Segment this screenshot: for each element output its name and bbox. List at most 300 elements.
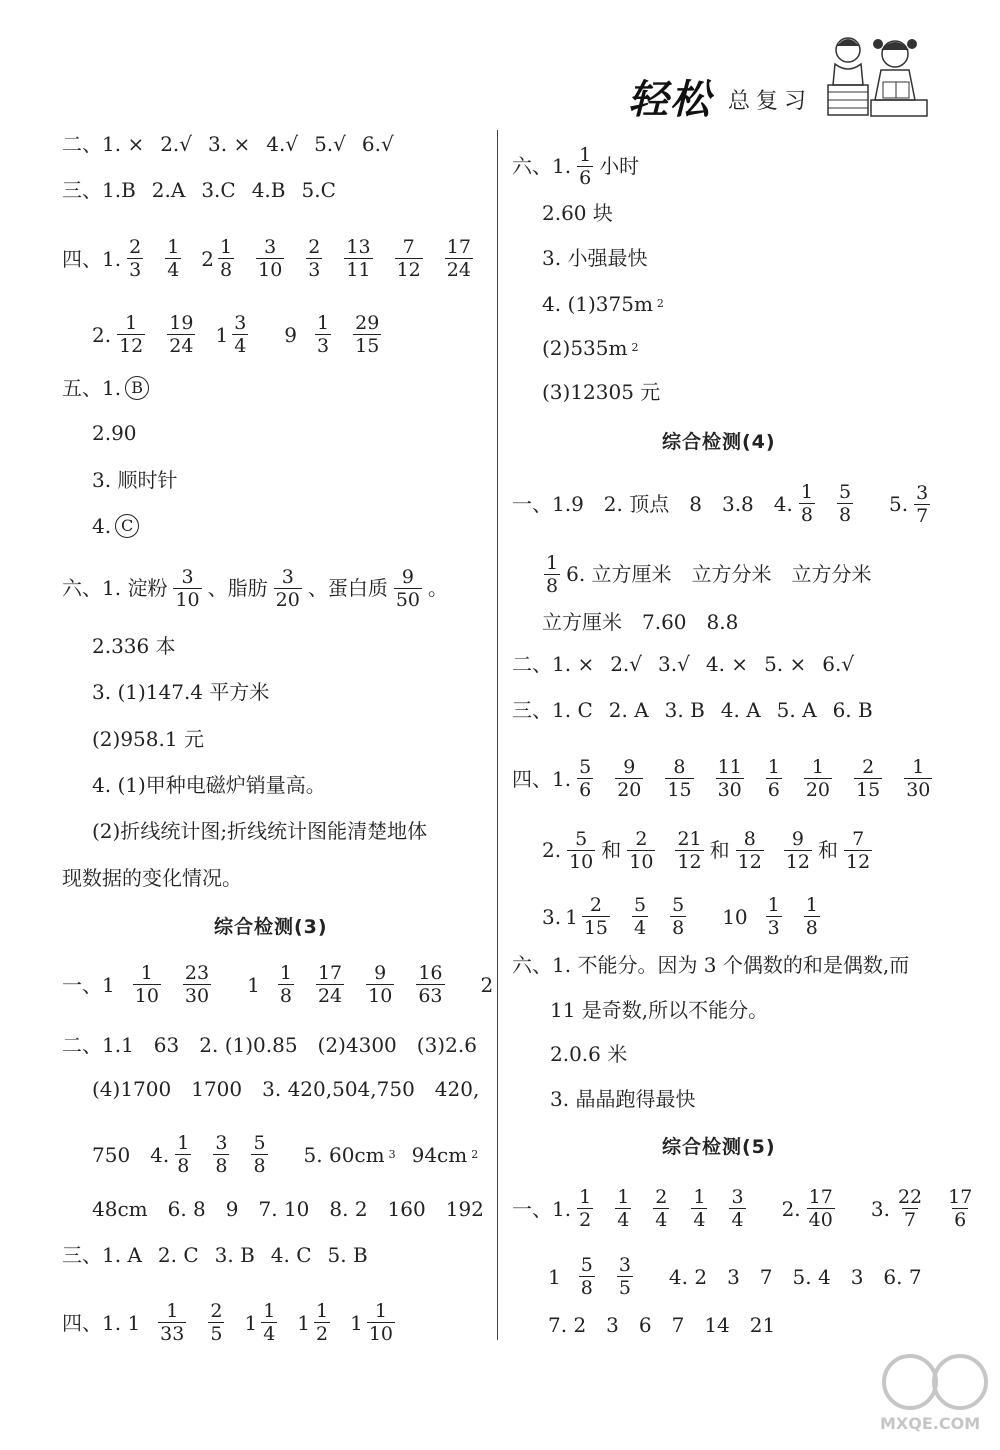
fraction-stack xyxy=(577,756,593,801)
fraction-list xyxy=(805,1186,855,1231)
numerator: 1 xyxy=(125,312,138,334)
fraction-list xyxy=(173,1132,287,1177)
fraction-stack xyxy=(567,828,595,873)
numerator: 17 xyxy=(948,1186,973,1208)
numerator: 1 xyxy=(800,481,813,503)
fraction xyxy=(615,1254,635,1299)
denominator: 3 xyxy=(317,335,330,357)
fraction xyxy=(173,1132,193,1177)
fraction-stack xyxy=(766,756,782,801)
inline-fraction xyxy=(782,826,814,873)
answer-text: 、蛋白质 xyxy=(307,575,388,600)
numerator: 1 xyxy=(263,1300,276,1322)
answer-text: 6. B xyxy=(832,698,873,722)
denominator: 40 xyxy=(808,1209,833,1231)
fraction-stack xyxy=(251,1132,267,1177)
fraction-stack xyxy=(736,828,764,873)
answer-text: 750 4. xyxy=(92,1142,170,1167)
fraction xyxy=(393,236,425,281)
inline-fraction xyxy=(272,564,304,611)
answer-text: 4. C xyxy=(270,1243,312,1267)
fraction xyxy=(797,481,817,526)
fraction-stack xyxy=(173,566,201,611)
left-line-16 xyxy=(62,962,509,1007)
fraction xyxy=(764,894,784,939)
fraction xyxy=(625,828,657,873)
fraction xyxy=(734,828,766,873)
denominator: 12 xyxy=(119,335,144,357)
answer-text: 二、1. × xyxy=(512,652,595,676)
fraction-list xyxy=(131,962,231,1007)
answer-text: 小时 xyxy=(599,153,640,178)
fraction-stack xyxy=(729,1186,745,1231)
denominator: 11 xyxy=(346,259,371,281)
answer-text: 3. xyxy=(542,904,562,929)
answer-text: 二、1. × xyxy=(62,132,145,156)
answer-text: 6.√ xyxy=(361,132,394,156)
fraction xyxy=(276,962,296,1007)
numerator: 1 xyxy=(811,756,824,778)
denominator: 30 xyxy=(906,779,931,801)
fraction-stack xyxy=(946,1186,974,1231)
numerator: 1 xyxy=(166,1300,179,1322)
whole-part: 2 xyxy=(201,246,215,271)
fraction xyxy=(651,1186,671,1231)
answer-text: 三、1.B xyxy=(62,178,136,202)
numerator: 9 xyxy=(401,566,414,588)
fraction xyxy=(805,1186,837,1231)
fraction xyxy=(902,756,934,801)
numerator: 2 xyxy=(129,236,142,258)
fraction xyxy=(673,828,705,873)
numerator: 1 xyxy=(177,1132,190,1154)
whole-part: 1 xyxy=(350,1310,363,1335)
denominator: 10 xyxy=(368,985,393,1007)
fraction xyxy=(131,962,163,1007)
answer-text: 5.√ xyxy=(314,132,346,156)
right-line-19 xyxy=(512,1186,1000,1231)
numerator: 21 xyxy=(677,828,702,850)
fraction xyxy=(689,1186,709,1231)
fraction-stack xyxy=(804,756,832,801)
whole-part: 1 xyxy=(297,1310,311,1335)
denominator: 8 xyxy=(672,917,685,939)
fraction-stack xyxy=(766,894,782,939)
fraction xyxy=(163,236,183,281)
fraction-stack xyxy=(175,1132,191,1177)
answer-text: 和 xyxy=(709,837,730,862)
fraction xyxy=(115,312,147,357)
fraction-stack xyxy=(316,962,344,1007)
fraction xyxy=(575,756,595,801)
denominator: 4 xyxy=(655,1209,668,1231)
fraction-stack xyxy=(394,566,422,611)
denominator: 20 xyxy=(805,779,831,801)
fraction-stack xyxy=(914,482,930,527)
right-line-4 xyxy=(542,292,664,316)
numerator: 23 xyxy=(184,962,210,984)
reading-kids-illustration xyxy=(823,30,928,118)
inline-fraction xyxy=(565,826,597,873)
fraction xyxy=(314,962,346,1007)
answer-text: 2.√ xyxy=(610,652,643,676)
denominator: 8 xyxy=(805,917,818,939)
numerator: 3 xyxy=(731,1186,744,1208)
denominator: 10 xyxy=(258,259,283,281)
numerator: 1 xyxy=(693,1186,706,1208)
denominator: 4 xyxy=(617,1209,630,1231)
numerator: 29 xyxy=(355,312,380,334)
fraction-stack xyxy=(577,144,593,189)
answer-text: 4. A xyxy=(720,698,761,722)
denominator: 3 xyxy=(767,917,780,939)
whole-part: 1 xyxy=(215,322,229,347)
numerator: 17 xyxy=(446,236,471,258)
left-line-14: (2)折线统计图;折线统计图能清楚地体 xyxy=(92,819,428,843)
left-line-10: 2.336 本 xyxy=(92,634,176,658)
numerator: 5 xyxy=(634,894,647,916)
fraction xyxy=(254,236,286,281)
numerator: 8 xyxy=(743,828,756,850)
left-line-7: 3. 顺时针 xyxy=(92,468,178,492)
fraction-stack xyxy=(395,236,423,281)
numerator: 1 xyxy=(220,236,233,258)
fraction-stack xyxy=(627,828,655,873)
answer-text: 5. 60cm xyxy=(303,1142,385,1167)
fraction xyxy=(802,756,834,801)
fraction-stack xyxy=(218,236,234,281)
numerator: 1 xyxy=(546,552,559,574)
numerator: 3 xyxy=(281,566,294,588)
fraction xyxy=(852,756,884,801)
answer-text: (2)535m xyxy=(542,336,628,360)
numerator: 2 xyxy=(308,236,321,258)
fraction xyxy=(764,756,784,801)
fraction-stack xyxy=(896,1186,924,1231)
fraction-stack xyxy=(665,756,693,801)
brand-subtitle: 总复习 xyxy=(728,89,813,114)
fraction-list xyxy=(276,962,465,1007)
fraction xyxy=(577,1254,597,1299)
right-line-8 xyxy=(542,550,888,597)
fraction xyxy=(842,828,874,873)
numerator: 13 xyxy=(346,236,371,258)
denominator: 8 xyxy=(580,1277,593,1299)
answer-text: 2. xyxy=(542,837,562,862)
right-line-2: 2.60 块 xyxy=(542,201,613,225)
numerator: 2 xyxy=(589,894,602,916)
inline-fraction xyxy=(625,826,657,873)
denominator: 8 xyxy=(279,985,292,1007)
denominator: 6 xyxy=(579,167,592,189)
numerator: 3 xyxy=(234,312,247,334)
fraction xyxy=(171,566,203,611)
answer-text: 3.√ xyxy=(658,652,690,676)
numerator: 3 xyxy=(916,482,929,504)
fraction xyxy=(835,481,855,526)
left-line-2 xyxy=(62,178,352,202)
section-title-4: 综合检测(4) xyxy=(662,431,776,453)
fraction xyxy=(364,962,396,1007)
fraction xyxy=(125,236,145,281)
fraction-stack xyxy=(691,1186,707,1231)
numerator: 5 xyxy=(672,894,685,916)
brand-title: 轻松 xyxy=(628,77,712,123)
denominator: 4 xyxy=(693,1209,706,1231)
denominator: 8 xyxy=(800,504,813,526)
numerator: 11 xyxy=(717,756,742,778)
answer-text: 2.A xyxy=(151,178,186,202)
denominator: 10 xyxy=(629,851,654,873)
denominator: 6 xyxy=(579,779,592,801)
right-line-5 xyxy=(542,336,638,360)
answer-text: 一、1. xyxy=(512,1196,572,1221)
right-line-14 xyxy=(542,894,856,939)
fraction xyxy=(443,236,475,281)
fraction xyxy=(575,1186,595,1231)
answer-text: 3. × xyxy=(208,132,251,156)
inline-fraction xyxy=(734,826,766,873)
fraction-stack xyxy=(544,552,560,597)
answer-text: 3. xyxy=(870,1196,890,1221)
denominator: 7 xyxy=(916,505,929,527)
answer-text: 1 xyxy=(247,972,260,997)
fraction-stack xyxy=(117,312,145,357)
fraction-stack xyxy=(904,756,932,801)
answer-text: 六、1. 淀粉 xyxy=(62,575,168,600)
numerator: 5 xyxy=(575,828,588,850)
left-line-1 xyxy=(62,132,410,156)
section-title-3: 综合检测(3) xyxy=(214,916,328,938)
mixed-number xyxy=(244,1300,279,1345)
right-line-16: 11 是奇数,所以不能分。 xyxy=(550,998,769,1022)
denominator: 12 xyxy=(737,851,762,873)
left-line-21 xyxy=(62,1243,384,1267)
fraction-stack xyxy=(579,1254,595,1299)
answer-text: 六、1. xyxy=(512,153,572,178)
fraction-stack xyxy=(158,1300,186,1345)
left-line-15: 现数据的变化情况。 xyxy=(62,866,242,890)
answer-text: 三、1. A xyxy=(62,1243,142,1267)
mixed-number xyxy=(350,1300,397,1345)
fraction-stack xyxy=(416,962,444,1007)
fraction-stack xyxy=(653,1186,669,1231)
left-line-12: (2)958.1 元 xyxy=(92,727,204,751)
numerator: 9 xyxy=(623,756,636,778)
numerator: 8 xyxy=(673,756,686,778)
fraction-stack xyxy=(208,1300,224,1345)
left-line-6: 2.90 xyxy=(92,421,137,445)
denominator: 5 xyxy=(618,1277,631,1299)
fraction-list xyxy=(565,894,706,939)
fraction-stack xyxy=(615,1186,631,1231)
fraction-stack xyxy=(261,1300,277,1345)
denominator: 15 xyxy=(667,779,692,801)
answer-text: 4.B xyxy=(251,178,286,202)
numerator: 1 xyxy=(167,236,180,258)
fraction-stack xyxy=(804,894,820,939)
fraction-stack xyxy=(844,828,872,873)
fraction xyxy=(894,1186,926,1231)
fraction xyxy=(392,566,424,611)
mixed-number xyxy=(201,236,236,281)
denominator: 24 xyxy=(446,259,471,281)
fraction-stack xyxy=(854,756,882,801)
denominator: 4 xyxy=(263,1323,276,1345)
answer-text: 5. × xyxy=(764,652,807,676)
left-line-20: 48cm 6. 8 9 7. 10 8. 2 160 192 xyxy=(92,1197,484,1221)
fraction xyxy=(782,828,814,873)
denominator: 6 xyxy=(954,1209,967,1231)
right-line-3: 3. 小强最快 xyxy=(542,246,648,270)
fraction xyxy=(272,566,304,611)
fraction-stack xyxy=(213,1132,229,1177)
answer-text: 和 xyxy=(818,837,839,862)
numerator: 5 xyxy=(579,756,592,778)
circled-answer: C xyxy=(115,514,139,538)
answer-text: 2. xyxy=(781,1196,801,1221)
fraction-stack xyxy=(784,828,812,873)
numerator: 1 xyxy=(579,1186,592,1208)
denominator: 8 xyxy=(220,259,233,281)
numerator: 1 xyxy=(279,962,292,984)
fraction-stack xyxy=(278,962,294,1007)
denominator: 8 xyxy=(177,1155,190,1177)
numerator: 2 xyxy=(210,1300,223,1322)
fraction-list xyxy=(764,894,840,939)
fraction-stack xyxy=(632,894,648,939)
answer-text: 2. xyxy=(92,322,112,347)
fraction-list xyxy=(577,1254,653,1299)
denominator: 4 xyxy=(167,259,180,281)
answer-text: 2 xyxy=(480,972,494,997)
fraction xyxy=(912,482,932,527)
right-line-10 xyxy=(512,652,870,676)
left-line-22 xyxy=(62,1300,431,1345)
fraction xyxy=(575,144,595,189)
left-line-3 xyxy=(62,236,509,281)
fraction-stack xyxy=(314,1300,330,1345)
numerator: 1 xyxy=(767,756,780,778)
right-line-11 xyxy=(512,698,889,722)
fraction-list xyxy=(313,312,401,357)
section-title-5: 综合检测(5) xyxy=(662,1136,776,1158)
fraction xyxy=(165,312,197,357)
numerator: 1 xyxy=(617,1186,630,1208)
mixed-number xyxy=(215,312,250,357)
fraction xyxy=(414,962,446,1007)
answer-text: 3.C xyxy=(201,178,236,202)
numerator: 3 xyxy=(181,566,194,588)
numerator: 17 xyxy=(317,962,343,984)
fraction-stack xyxy=(837,481,853,526)
whole-part: 1 xyxy=(244,1310,258,1335)
fraction-stack xyxy=(274,566,302,611)
fraction-stack xyxy=(577,1186,593,1231)
column-divider xyxy=(497,130,498,1340)
answer-text: 四、1. 1 xyxy=(62,1310,141,1335)
left-line-19 xyxy=(92,1132,478,1177)
denominator: 4 xyxy=(731,1209,744,1231)
answer-text: 3 xyxy=(388,1147,396,1161)
fraction-stack xyxy=(306,236,322,281)
fraction xyxy=(342,236,374,281)
numerator: 1 xyxy=(805,894,818,916)
answer-text: 4. xyxy=(92,514,112,538)
right-line-6: (3)12305 元 xyxy=(542,380,661,404)
left-line-4 xyxy=(92,312,417,357)
inline-fraction xyxy=(575,142,595,189)
right-line-21: 7. 2 3 6 7 14 21 xyxy=(548,1313,776,1337)
numerator: 3 xyxy=(215,1132,228,1154)
answer-text: 6. 立方厘米 立方分米 立方分米 xyxy=(566,561,872,586)
fraction xyxy=(613,1186,633,1231)
numerator: 3 xyxy=(618,1254,631,1276)
numerator: 1 xyxy=(374,1300,387,1322)
fraction xyxy=(211,1132,231,1177)
fraction-list xyxy=(125,236,493,281)
denominator: 30 xyxy=(184,985,210,1007)
fraction-list xyxy=(156,1300,415,1345)
denominator: 4 xyxy=(634,917,647,939)
fraction xyxy=(714,756,746,801)
answer-text: 四、1. xyxy=(62,246,122,271)
answer-text: 2 xyxy=(656,297,664,310)
answer-text: 2 xyxy=(631,341,639,354)
answer-text: 2 xyxy=(471,1147,479,1161)
fraction-stack xyxy=(133,962,161,1007)
denominator: 12 xyxy=(846,851,871,873)
answer-text: 2. A xyxy=(608,698,649,722)
fraction-stack xyxy=(670,894,686,939)
answer-text: 5. B xyxy=(327,1243,368,1267)
numerator: 1 xyxy=(140,962,153,984)
numerator: 9 xyxy=(791,828,804,850)
right-line-17: 2.0.6 米 xyxy=(550,1042,628,1066)
fraction xyxy=(313,312,333,357)
denominator: 4 xyxy=(234,335,247,357)
fraction xyxy=(802,894,822,939)
fraction-list xyxy=(115,312,268,357)
right-line-7 xyxy=(512,480,948,527)
mixed-number xyxy=(565,894,612,939)
answer-text: 5. xyxy=(889,491,909,516)
numerator: 1 xyxy=(767,894,780,916)
denominator: 20 xyxy=(617,779,642,801)
numerator: 1 xyxy=(316,1300,329,1322)
denominator: 8 xyxy=(253,1155,266,1177)
answer-text: 6.√ xyxy=(822,652,855,676)
numerator: 16 xyxy=(418,962,443,984)
right-line-18: 3. 晶晶跑得最快 xyxy=(550,1087,696,1111)
inline-fraction xyxy=(842,826,874,873)
numerator: 2 xyxy=(655,1186,668,1208)
fraction-stack xyxy=(165,236,181,281)
book-logo xyxy=(628,30,928,123)
answer-text: 3. B xyxy=(664,698,705,722)
denominator: 63 xyxy=(418,985,443,1007)
answer-text: 94cm xyxy=(411,1142,468,1167)
numerator: 22 xyxy=(897,1186,923,1208)
watermark xyxy=(880,1350,990,1440)
fraction-stack xyxy=(615,756,643,801)
denominator: 10 xyxy=(368,1323,394,1345)
answer-text: 3. B xyxy=(214,1243,255,1267)
left-line-9 xyxy=(62,564,452,611)
fraction-stack xyxy=(256,236,284,281)
fraction xyxy=(249,1132,269,1177)
numerator: 2 xyxy=(635,828,648,850)
